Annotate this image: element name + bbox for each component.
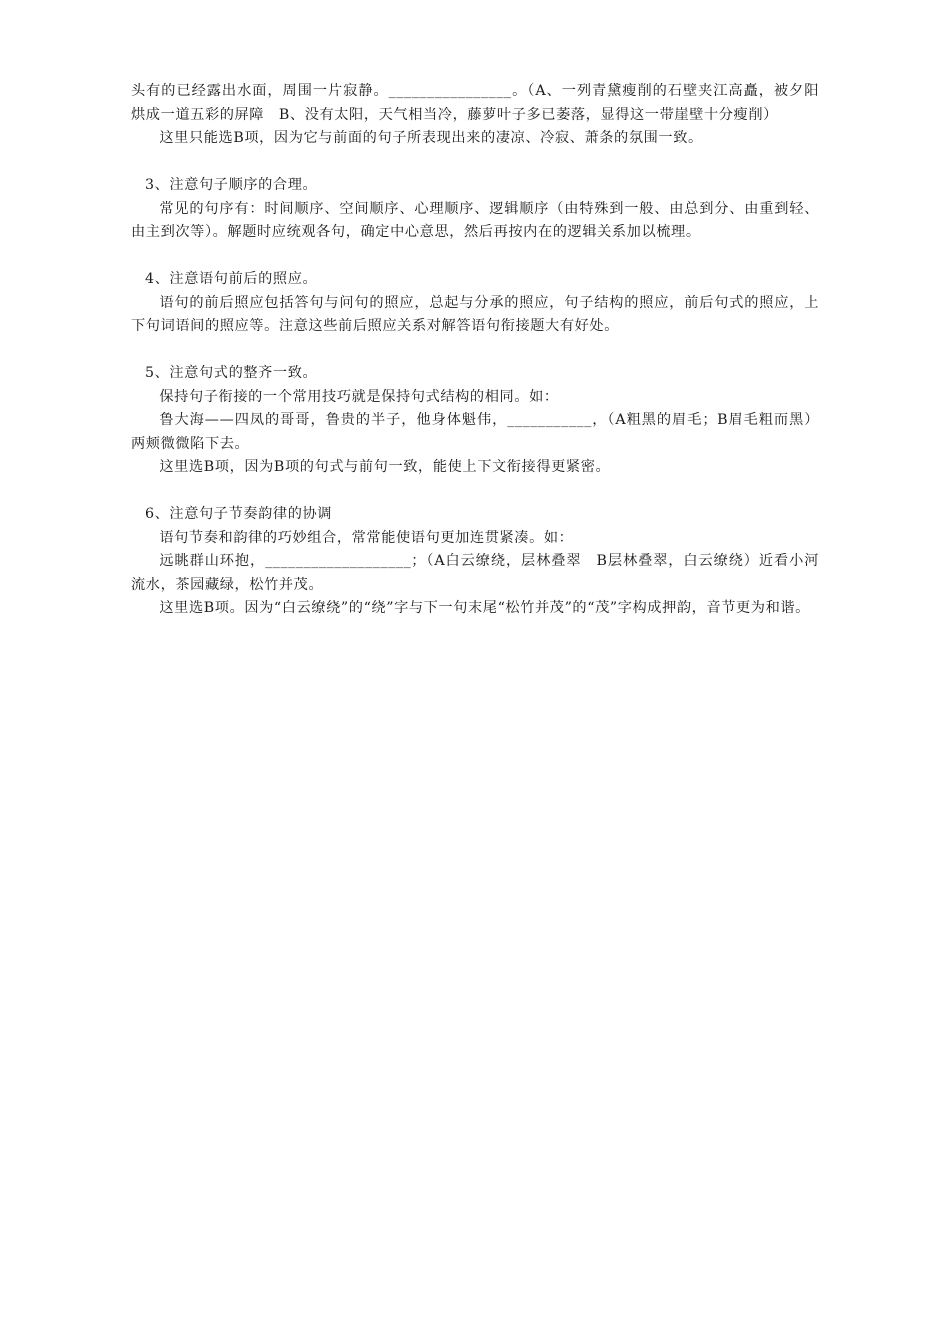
document-body xyxy=(131,80,819,621)
section-5-heading: 5、注意句式的整齐一致。 xyxy=(145,365,318,381)
intro-explanation-paragraph: 这里只能选B项，因为它与前面的句子所表现出来的凄凉、冷寂、萧条的氛围一致。 xyxy=(159,130,703,146)
section-5-example-paragraph: 鲁大海——四凤的哥哥，鲁贵的半子，他身体魁伟，___________，（A粗黑的眉毛；B眉毛粗而黑）两颊微微陷下去。 xyxy=(131,412,819,452)
section-5-explanation-paragraph: 这里选B项，因为B项的句式与前句一致，能使上下文衔接得更紧密。 xyxy=(159,459,611,475)
section-spacer xyxy=(131,339,819,363)
section-6-intro-paragraph: 语句节奏和韵律的巧妙组合，常常能使语句更加连贯紧凑。如： xyxy=(159,529,574,546)
section-3-paragraph: 常见的句序有：时间顺序、空间顺序、心理顺序、逻辑顺序（由特殊到一般、由总到分、由重到轻、由主到次等）。解题时应统观各句，确定中心意思，然后再按内在的逻辑关系加以梳理。 xyxy=(131,200,819,240)
section-6-heading: 6、注意句子节奏韵律的协调 xyxy=(145,506,333,522)
section-5-intro-paragraph: 保持句子衔接的一个常用技巧就是保持句式结构的相同。如： xyxy=(159,388,559,405)
section-6-example-paragraph: 远眺群山环抱，___________________；（A白云缭绕，层林叠翠 B层林叠翠，白云缭绕）近看小河流水，茶园藏绿，松竹并茂。 xyxy=(131,553,819,593)
section-6-explanation-paragraph: 这里选B项。因为“白云缭绕”的“绕”字与下一句末尾“松竹并茂”的“茂”字构成押韵，音节更为和谐。 xyxy=(159,600,810,616)
section-spacer xyxy=(131,480,819,504)
intro-example-paragraph: 头有的已经露出水面，周围一片寂静。________________。（A、一列青黛瘦削的石壁夹江高矗，被夕阳烘成一道五彩的屏障 B、没有太阳，天气相当冷，藤萝叶子多已萎落，显得这一带崖壁十分瘦削） xyxy=(131,83,819,123)
section-spacer xyxy=(131,151,819,175)
section-4-paragraph: 语句的前后照应包括答句与问句的照应，总起与分承的照应，句子结构的照应，前后句式的照应，上下句词语间的照应等。注意这些前后照应关系对解答语句衔接题大有好处。 xyxy=(131,294,819,334)
section-3-heading: 3、注意句子顺序的合理。 xyxy=(145,177,318,193)
section-spacer xyxy=(131,245,819,269)
section-4-heading: 4、注意语句前后的照应。 xyxy=(145,271,318,287)
